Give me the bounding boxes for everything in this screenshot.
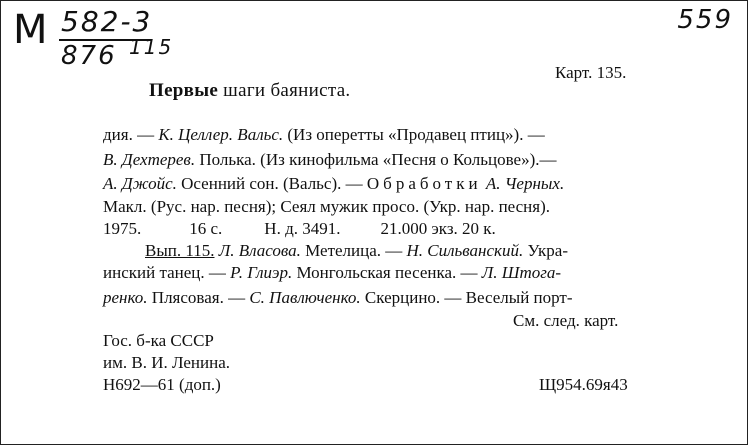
handwritten-issue-number: 115 [129, 35, 174, 59]
contents-line-1 [103, 125, 545, 145]
author-name: Н. Сильванский. [406, 241, 524, 260]
author-name: ренко. [103, 288, 148, 307]
book-title [149, 81, 350, 101]
publisher-number: Н. д. 3491. [264, 219, 341, 238]
author-name: Р. Глиэр. [230, 263, 293, 282]
pages: 16 с. [189, 219, 223, 238]
continuation-note: См. след. карт. [513, 311, 619, 330]
handwritten-inventory-number: 876 [61, 41, 117, 71]
text-segment: Полька. (Из кинофильма «Песня о Кольцове»).— [195, 150, 557, 169]
text-segment: Укра- [523, 241, 569, 260]
text-segment: Монгольская песенка. — [292, 263, 482, 282]
card-sequence: Карт. 135. [555, 63, 627, 82]
year: 1975. [103, 219, 142, 238]
title-rest: шаги баяниста. [223, 80, 351, 101]
author-name: Л. Штогa- [481, 263, 562, 282]
handwritten-call-letter: М [13, 7, 48, 53]
title-bold-word: Первые [149, 80, 219, 101]
card-code: Н692—61 (доп.) [103, 375, 221, 394]
text-segment: дия. — [103, 125, 159, 144]
library-name: Гос. б-ка СССР [103, 331, 214, 350]
text-segment: инский танец. — [103, 263, 231, 282]
issue-line-3 [103, 288, 573, 308]
text-segment: Метелица. — [300, 241, 407, 260]
contents-line-2 [103, 150, 557, 170]
text-segment: Осенний сон. (Вальс). — [176, 174, 367, 193]
imprint-line [103, 219, 496, 239]
author-name: В. Дехтерев. [103, 150, 196, 169]
classification-index: Щ954.69я43 [539, 375, 628, 394]
spaced-word: Обработки [366, 174, 482, 193]
handwritten-shelf-mark: 582-3 [61, 5, 153, 38]
handwritten-card-number: 559 [677, 5, 733, 35]
author-name: К. Целлер. Вальс. [158, 125, 284, 144]
issue-line-1 [145, 241, 568, 261]
author-name: С. Павлюченко. [249, 288, 361, 307]
text-segment: (Из оперетты «Продавец птиц»). — [283, 125, 545, 144]
library-name-line-2: им. В. И. Ленина. [103, 353, 231, 372]
contents-line-4: Макл. (Рус. нар. песня); Сеял мужик просо. (Укр. нар. песня). [103, 197, 551, 216]
print-run-price: 21.000 экз. 20 к. [380, 219, 496, 238]
author-name: А. Черных. [481, 174, 565, 193]
contents-line-3 [103, 174, 564, 194]
text-segment: Плясовая. — [147, 288, 250, 307]
issue-label: Вып. 115. [145, 241, 215, 260]
author-name: А. Джойс. [103, 174, 177, 193]
issue-line-2 [103, 263, 561, 283]
author-name: Л. Власова. [214, 241, 301, 260]
text-segment: Скерцино. — Веселый порт- [360, 288, 573, 307]
